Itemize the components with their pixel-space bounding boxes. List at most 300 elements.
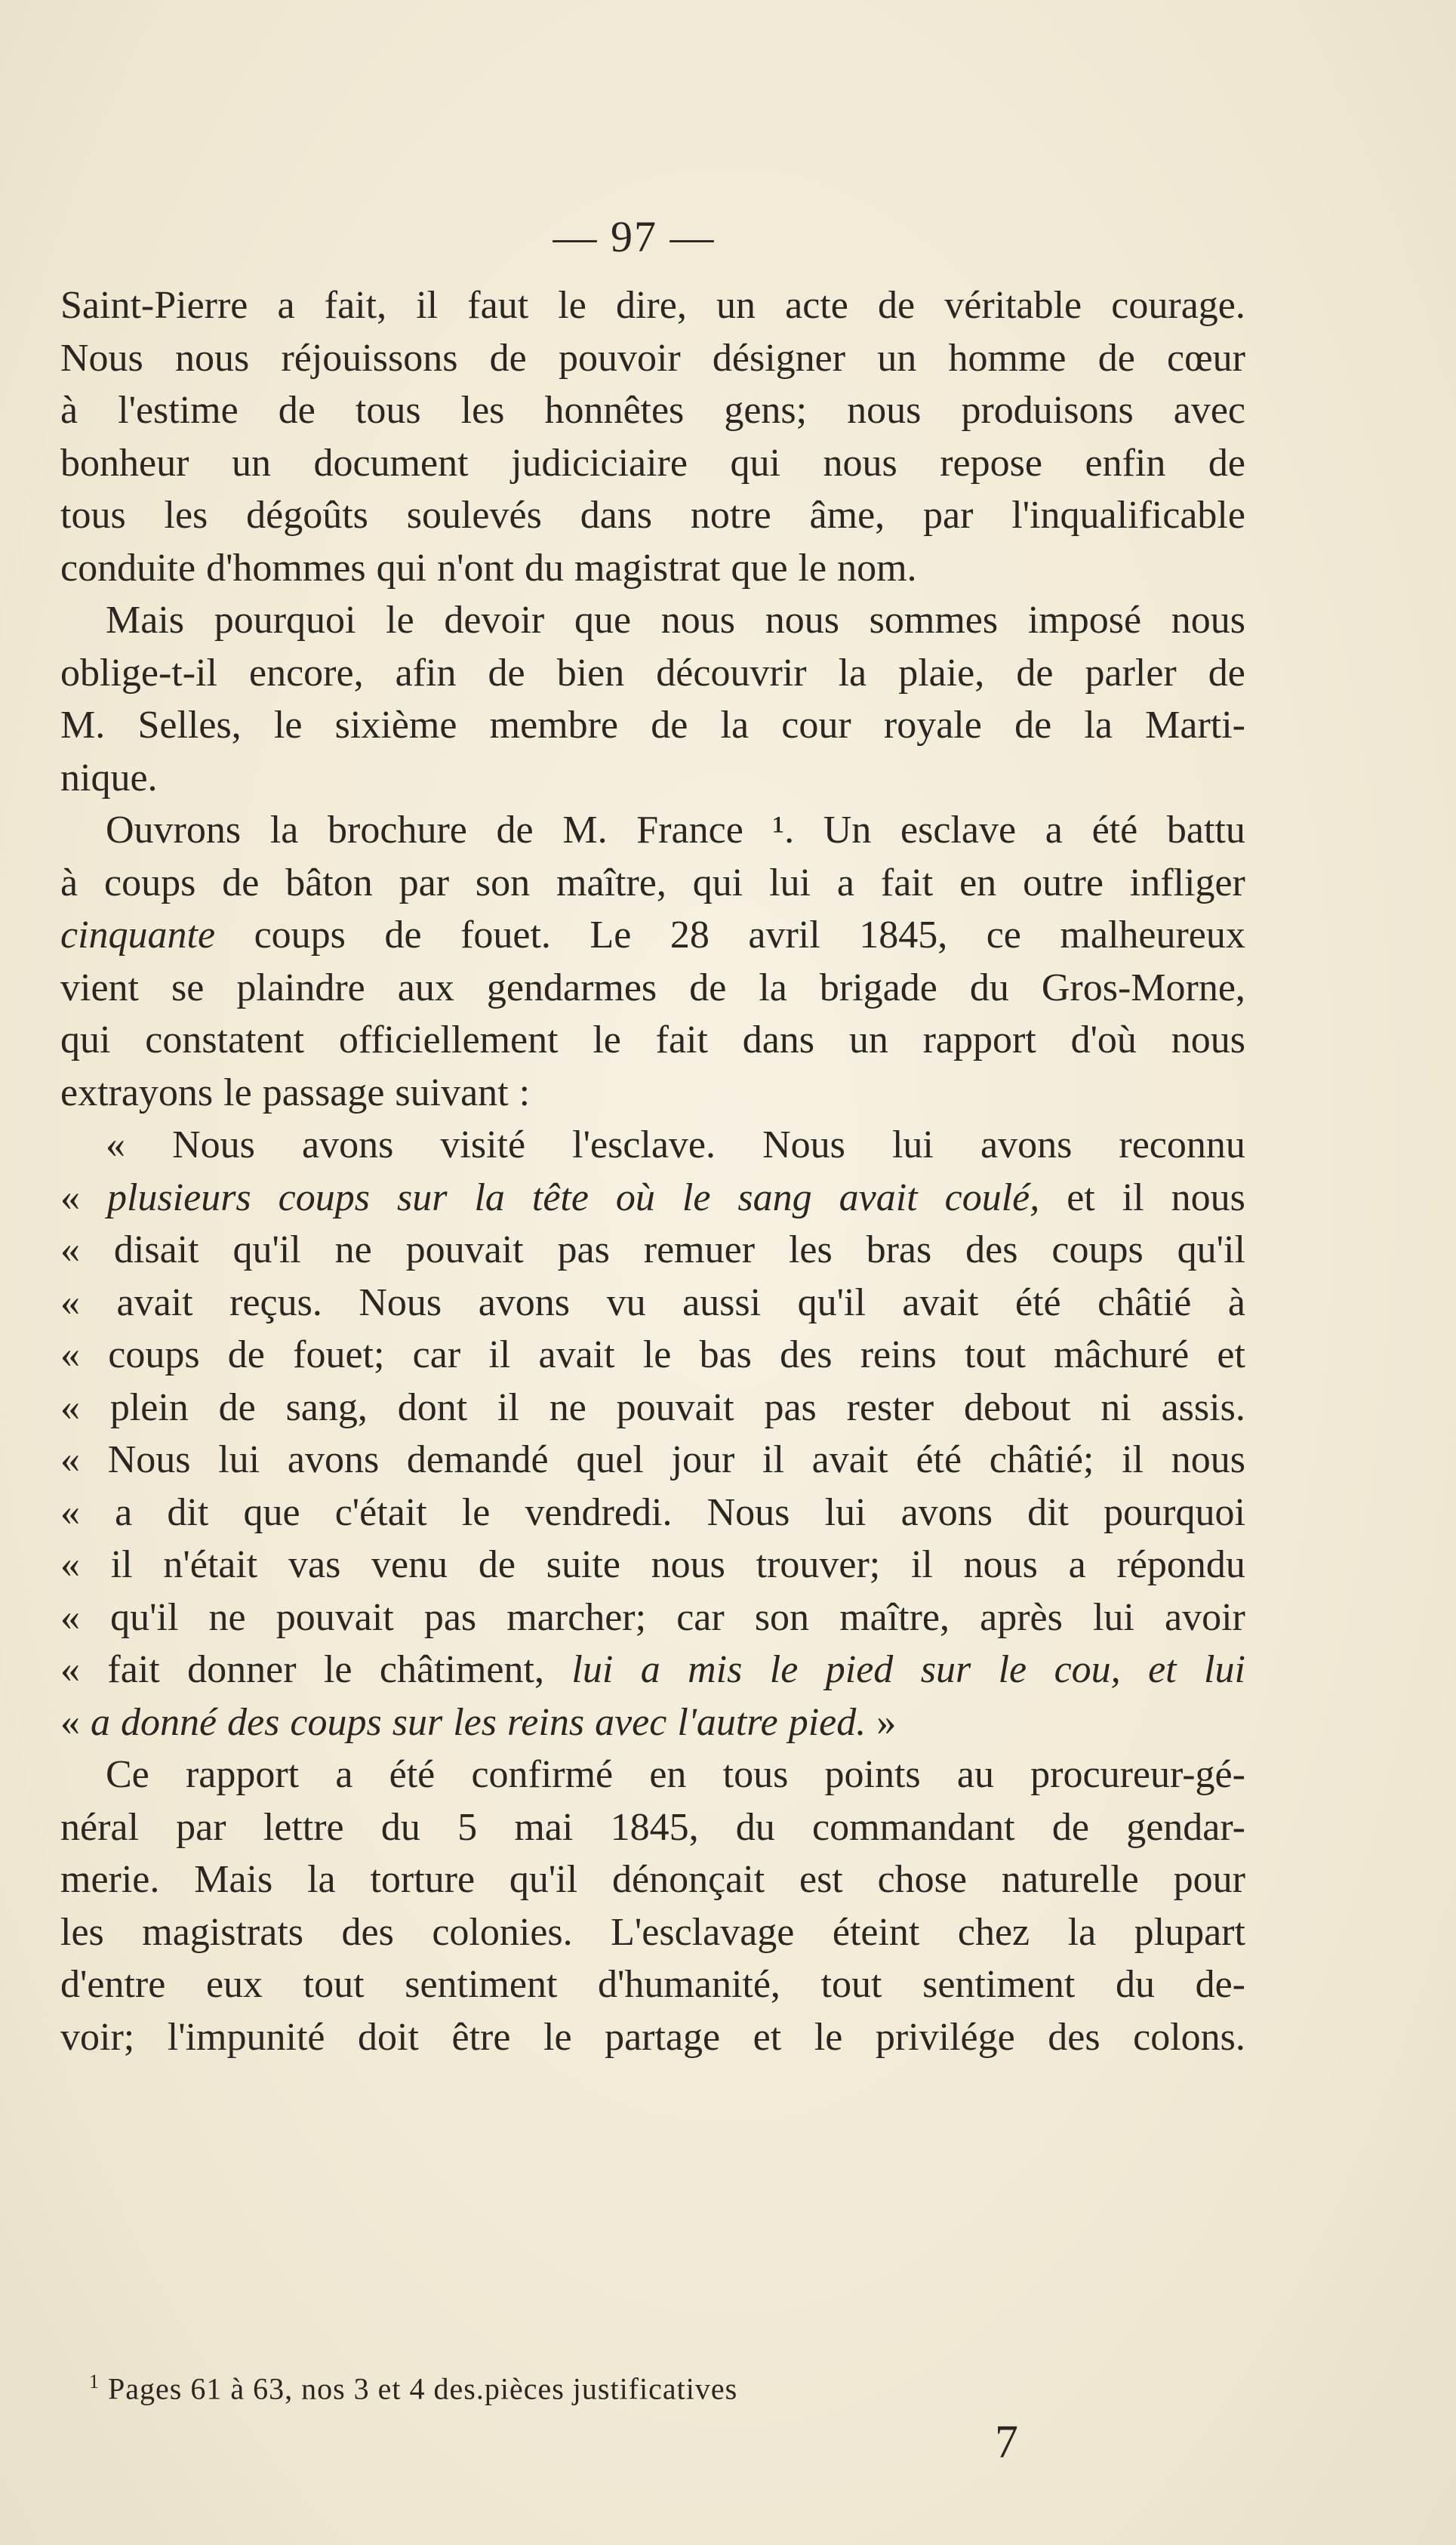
word: un [716,284,756,327]
word: tout [303,1963,365,2006]
word: du [735,1805,775,1849]
word: a [1068,1543,1086,1586]
text-line [60,1277,1245,1330]
word: coups [103,861,196,904]
word: à [60,389,78,432]
word: Ce [106,1753,149,1796]
word: il [416,284,439,327]
word: de [877,284,916,327]
word: » [876,1700,897,1744]
word: L'esclavage [611,1910,795,1954]
word: de [651,704,688,747]
word: tête [531,1175,589,1219]
word: les [788,1228,833,1271]
word: pied. [788,1700,867,1744]
footnote [89,2371,737,2406]
word: des [1048,2015,1100,2059]
word: oblige-t-il [60,651,217,695]
word: eux [205,1963,263,2006]
word: dit [167,1490,209,1534]
word: quel [576,1438,644,1481]
word: il [910,1543,933,1586]
text-line [60,1434,1245,1487]
word: le [558,284,586,327]
text-line [60,594,1245,647]
word: où [615,1175,655,1219]
word: lui [218,1438,260,1481]
text-line [60,857,1245,910]
word: donné [121,1700,217,1744]
word: nous [175,336,250,380]
word: le [461,1490,491,1534]
word: visité [440,1123,526,1166]
word: 1845, [859,914,948,957]
word: « [60,1648,80,1691]
text-line [60,1067,1245,1120]
text-line [60,1014,1245,1067]
word: qu'il [1177,1228,1245,1271]
word: officiellement [338,1018,559,1061]
word: passage [262,1071,385,1114]
word: un [877,336,917,380]
word: cou, [1054,1648,1121,1691]
word: suivant [395,1071,509,1114]
word: dit [1027,1490,1070,1534]
word: conduite [60,546,196,590]
word: voir; [60,2015,135,2059]
word: le [798,546,827,590]
word: : [519,1071,531,1114]
word: pouvait [616,1385,734,1429]
word: châtié [1097,1280,1192,1324]
word: dont [397,1385,468,1429]
word: bras [866,1228,932,1271]
word: vas [288,1543,341,1586]
word: d'entre [60,1963,166,2006]
word: lui [1092,1595,1134,1639]
word: nous [651,1543,725,1586]
word: pour [1173,1858,1245,1901]
word: 1845, [610,1805,699,1849]
word: magistrat [574,546,721,590]
word: brochure [328,809,467,852]
word: Nous [107,1438,191,1481]
word: Nous [706,1490,790,1534]
word: été [389,1753,436,1796]
word: produisons [961,389,1134,432]
word: Nous [359,1280,442,1324]
word: de- [1195,1963,1245,2006]
word: dans [742,1018,815,1061]
word: naturelle [1001,1858,1139,1901]
word: chez [957,1910,1030,1954]
word: devoir [444,599,545,642]
word: bâton [285,861,373,904]
word: a [335,1753,353,1796]
word: n'ont [437,546,514,590]
word: acte [785,284,848,327]
word: soulevés [406,494,542,537]
word: sentiment [922,1963,1076,2006]
word: Marti- [1145,704,1245,747]
word: il [762,1438,784,1481]
word: Ouvrons [106,809,242,852]
word: des [341,1910,394,1954]
word: de [1208,651,1245,695]
word: de [689,966,727,1009]
word: avoir [1165,1595,1245,1639]
word: merie. [60,1858,160,1901]
word: infliger [1129,861,1245,904]
word: dénonçait [612,1858,765,1901]
word: Mais [194,1858,273,1901]
word: avait [538,1333,615,1376]
word: maître, [839,1595,950,1639]
word: lui [891,1123,934,1166]
word: assis. [1161,1385,1245,1429]
word: le [386,599,414,642]
text-line [60,1644,1245,1696]
word: nous [1171,1175,1245,1219]
word: à [1227,1280,1245,1324]
word: gens; [724,389,808,432]
word: reins [860,1333,937,1376]
word: qu'il [232,1228,301,1271]
word: de [1097,336,1135,380]
word: avons [301,1123,394,1166]
word: coups [1051,1228,1144,1271]
word: avait [116,1280,193,1324]
word: mai [514,1805,574,1849]
word: sur [920,1648,971,1691]
word: repose [940,441,1042,485]
word: son [754,1595,810,1639]
word: en [649,1753,687,1796]
word: points [824,1753,921,1796]
word: découvrir [656,651,807,695]
word: des [965,1228,1018,1271]
word: coups [278,1175,370,1219]
word: le [642,1333,672,1376]
word: pas [423,1595,477,1639]
page-number: — 97 — [553,212,716,261]
word: pouvait [405,1228,524,1271]
word: il [1122,1438,1144,1481]
word: le [273,704,303,747]
word: « [60,1438,80,1481]
word: fait [655,1018,708,1061]
word: sur [396,1175,448,1219]
word: marcher; [506,1595,647,1639]
word: par [176,1805,226,1849]
word: a [640,1648,660,1691]
word: de [489,336,527,380]
word: le [682,1175,711,1219]
word: vient [60,966,139,1009]
word: chose [877,1858,967,1901]
word: courage. [1111,284,1245,327]
word: par [399,861,450,904]
word: la [1084,704,1113,747]
word: rapport [922,1018,1036,1061]
word: le [769,1648,799,1691]
word: châtié; [989,1438,1094,1481]
word: que [243,1490,300,1534]
word: par [923,494,974,537]
word: l'inqualificable [1011,494,1245,537]
word: dire, [615,284,687,327]
word: de [1014,704,1052,747]
word: été [1091,809,1138,852]
word: réjouissons [281,336,458,380]
word: avait [811,1438,888,1481]
word: torture [370,1858,476,1901]
word: demandé [406,1438,549,1481]
text-line [60,2011,1245,2064]
word: son [475,861,531,904]
word: confirmé [471,1753,614,1796]
text-line [60,1749,1245,1801]
word: maître, [556,861,666,904]
word: été [1015,1280,1061,1324]
word: les [164,494,208,537]
word: M. [562,809,608,852]
word: en [959,861,997,904]
word: répondu [1116,1543,1245,1586]
text-line [60,1172,1245,1225]
word: l'autre [677,1700,778,1744]
word: « [60,1333,80,1376]
word: pourquoi [1104,1490,1245,1534]
word: constatent [145,1018,305,1061]
word: sang [737,1175,812,1219]
word: notre [690,494,771,537]
footnote-marker: 1 [89,2371,100,2392]
word: 28 [670,914,710,957]
word: néral [60,1805,139,1849]
word: de [488,651,525,695]
word: aussi [682,1280,762,1324]
word: de [1208,441,1245,485]
word: remuer [643,1228,756,1271]
text-line [60,1853,1245,1906]
word: tout [965,1333,1026,1376]
word: d'hommes [206,546,366,590]
word: la [1067,1910,1097,1954]
word: vu [606,1280,646,1324]
word: il [497,1385,519,1429]
word: tout [820,1963,882,2006]
text-line [60,1958,1245,2011]
word: qu'il [110,1595,179,1639]
text-line [60,1801,1245,1854]
word: nous [1171,1438,1245,1481]
word: disait [113,1228,199,1271]
word: la [759,966,787,1009]
word: sang, [285,1385,368,1429]
word: et [1148,1648,1177,1691]
word: fait, [324,284,387,327]
word: membre [489,704,618,747]
word: avons [478,1280,571,1324]
word: judiciciaire [511,441,688,485]
word: nous [963,1543,1038,1586]
word: lui [769,861,811,904]
word: gendarmes [486,966,657,1009]
word: qu'il [509,1858,578,1901]
word: les [453,1700,497,1744]
word: cour [781,704,851,747]
word: extrayons [60,1071,214,1114]
text-line [60,1382,1245,1434]
word: « [60,1385,80,1429]
word: du [380,1805,420,1849]
word: a [1045,809,1063,852]
word: outre [1023,861,1104,904]
word: plaie, [898,651,985,695]
word: rapport [185,1753,300,1796]
word: que [574,599,632,642]
word: Nous [762,1123,845,1166]
word: du [969,966,1009,1009]
word: Saint-Pierre [60,284,248,327]
text-line [60,962,1245,1015]
word: brigade [819,966,937,1009]
word: cinquante [60,914,216,957]
word: fait [880,861,934,904]
word: de [222,861,260,904]
word: venu [371,1543,448,1586]
text-line [60,909,1245,962]
word: a [91,1700,110,1744]
text-line [60,332,1245,385]
word: « [60,1700,80,1744]
word: du [524,546,564,590]
text-line [60,647,1245,700]
word: bien [556,651,625,695]
word: plein [109,1385,189,1429]
word: le [998,1648,1027,1691]
word: lui [1204,1648,1245,1691]
word: le [543,2015,572,2059]
text-line [60,752,1245,805]
word: dégoûts [246,494,368,537]
word: de [218,1385,256,1429]
word: parler [1085,651,1177,695]
word: nous [847,389,922,432]
word: coups [108,1333,200,1376]
word: ¹. [772,809,795,852]
word: être [451,2015,511,2059]
word: pouvait [276,1595,394,1639]
word: avons [980,1123,1073,1166]
text-line [60,804,1245,857]
word: a [836,861,854,904]
word: le [814,2015,843,2059]
word: nous [1171,599,1245,642]
word: nous [765,599,839,642]
word: a [115,1490,133,1534]
word: encore, [249,651,364,695]
word: trouver; [756,1543,881,1586]
word: coulé, [944,1175,1040,1219]
word: bonheur [60,441,189,485]
word: fait [107,1648,160,1691]
word: de [478,1543,516,1586]
word: doit [358,2015,419,2059]
word: la [838,651,867,695]
word: gendar- [1126,1805,1245,1849]
word: mâchuré [1054,1333,1190,1376]
word: Selles, [137,704,242,747]
word: lettre [263,1805,344,1849]
word: plupart [1134,1910,1245,1954]
word: tous [722,1753,789,1796]
word: qui [730,441,780,485]
word: enfin [1085,441,1166,485]
text-line [60,1487,1245,1539]
text-line [60,542,1245,595]
word: avait [839,1175,918,1219]
word: le [593,1018,621,1061]
word: vendredi. [525,1490,673,1534]
word: de [496,809,534,852]
word: « [60,1490,80,1534]
word: de [1051,1805,1089,1849]
word: rester [846,1385,934,1429]
word: mis [688,1648,743,1691]
word: le [323,1648,352,1691]
text-line [60,1591,1245,1644]
word: pas [557,1228,610,1271]
word: et [753,2015,782,2059]
word: car [412,1333,461,1376]
text-line [60,1696,1245,1749]
word: cœur [1166,336,1245,380]
word: dans [580,494,653,537]
word: qui [60,1018,111,1061]
word: sommes [869,599,999,642]
word: avons [900,1490,993,1534]
word: ni [1100,1385,1131,1429]
text-line [60,384,1245,437]
word: désigner [712,336,846,380]
word: commandant [812,1805,1015,1849]
word: procureur-gé- [1030,1753,1245,1796]
word: 5 [457,1805,478,1849]
word: et [1217,1333,1245,1376]
word: « [60,1543,80,1586]
word: véritable [944,284,1082,327]
word: Nous [60,336,143,380]
word: que [731,546,788,590]
word: nous [1171,1018,1245,1061]
word: un [231,441,271,485]
word: privilége [875,2015,1015,2059]
word: d'où [1070,1018,1137,1061]
word: nom. [837,546,917,590]
word: plusieurs [106,1175,251,1219]
word: coups [254,914,346,957]
word: debout [963,1385,1071,1429]
word: d'humanité, [598,1963,780,2006]
word: partage [605,2015,721,2059]
word: l'esclave. [572,1123,716,1166]
word: faut [467,284,529,327]
word: ne [334,1228,372,1271]
word: c'était [334,1490,427,1534]
word: France [636,809,743,852]
